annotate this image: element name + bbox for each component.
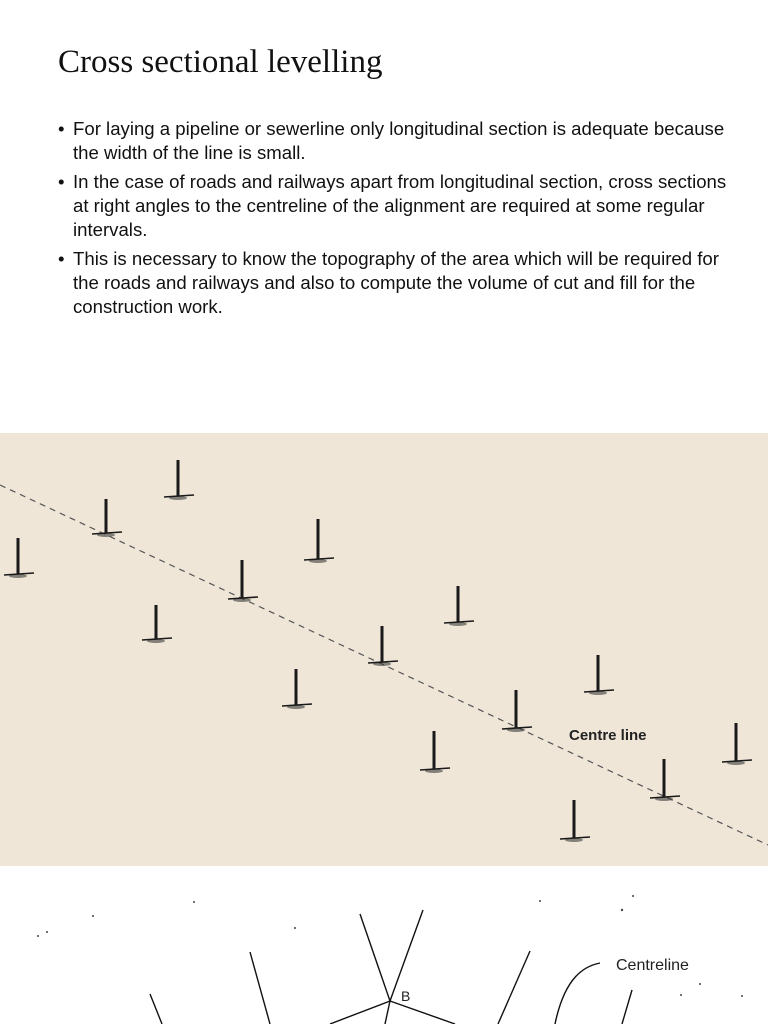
levelling-staff [722, 723, 752, 765]
levelling-staff [502, 690, 532, 732]
section-line [385, 1001, 390, 1024]
point-b-label: B [401, 988, 411, 1004]
section-line [330, 1001, 390, 1024]
levelling-staff [282, 669, 312, 709]
levelling-staff [92, 499, 122, 537]
centreline-leader [555, 963, 600, 1024]
cross-section-lines [150, 910, 632, 1024]
levelling-staff [420, 731, 450, 773]
levelling-staff [304, 519, 334, 563]
section-line [390, 1001, 455, 1024]
centre-line-label: Centre line [569, 727, 647, 744]
levelling-staff [584, 655, 614, 695]
bullet-text: This is necessary to know the topography of the area which will be required for the roads and railways and also to compute the volume of cut and fill for the construction work. [73, 248, 719, 317]
levelling-staff [444, 586, 474, 626]
staff-stations-figure [0, 433, 768, 866]
levelling-staff [142, 605, 172, 643]
bullet-item [58, 170, 738, 242]
slide-title: Cross sectional levelling [58, 44, 383, 80]
section-line [498, 951, 530, 1024]
bullet-dot: • [58, 248, 65, 269]
staff-stations-diagram [0, 433, 768, 866]
levelling-staff [650, 759, 680, 801]
bullet-text: For laying a pipeline or sewerline only longitudinal section is adequate because the width of the line is small. [73, 118, 725, 163]
levelling-staff [228, 560, 258, 602]
survey-dots [37, 895, 743, 997]
section-line [250, 952, 270, 1024]
bullet-text: In the case of roads and railways apart from longitudinal section, cross sections at right angles to the centreline of the alignment are required at some regular intervals. [73, 171, 727, 240]
section-line [150, 994, 162, 1024]
cross-section-diagram [0, 866, 768, 1024]
bullet-dot: • [58, 118, 65, 139]
bullet-dot: • [58, 171, 65, 192]
section-line [360, 914, 390, 1001]
levelling-staff [560, 800, 590, 842]
levelling-staff [164, 460, 194, 500]
cross-section-figure [0, 866, 768, 1024]
bullet-item [58, 117, 738, 165]
centreline-label: Centreline [616, 957, 689, 974]
bullet-item [58, 247, 738, 319]
bullet-list [58, 117, 738, 324]
levelling-staff [4, 538, 34, 578]
section-line [622, 990, 632, 1024]
